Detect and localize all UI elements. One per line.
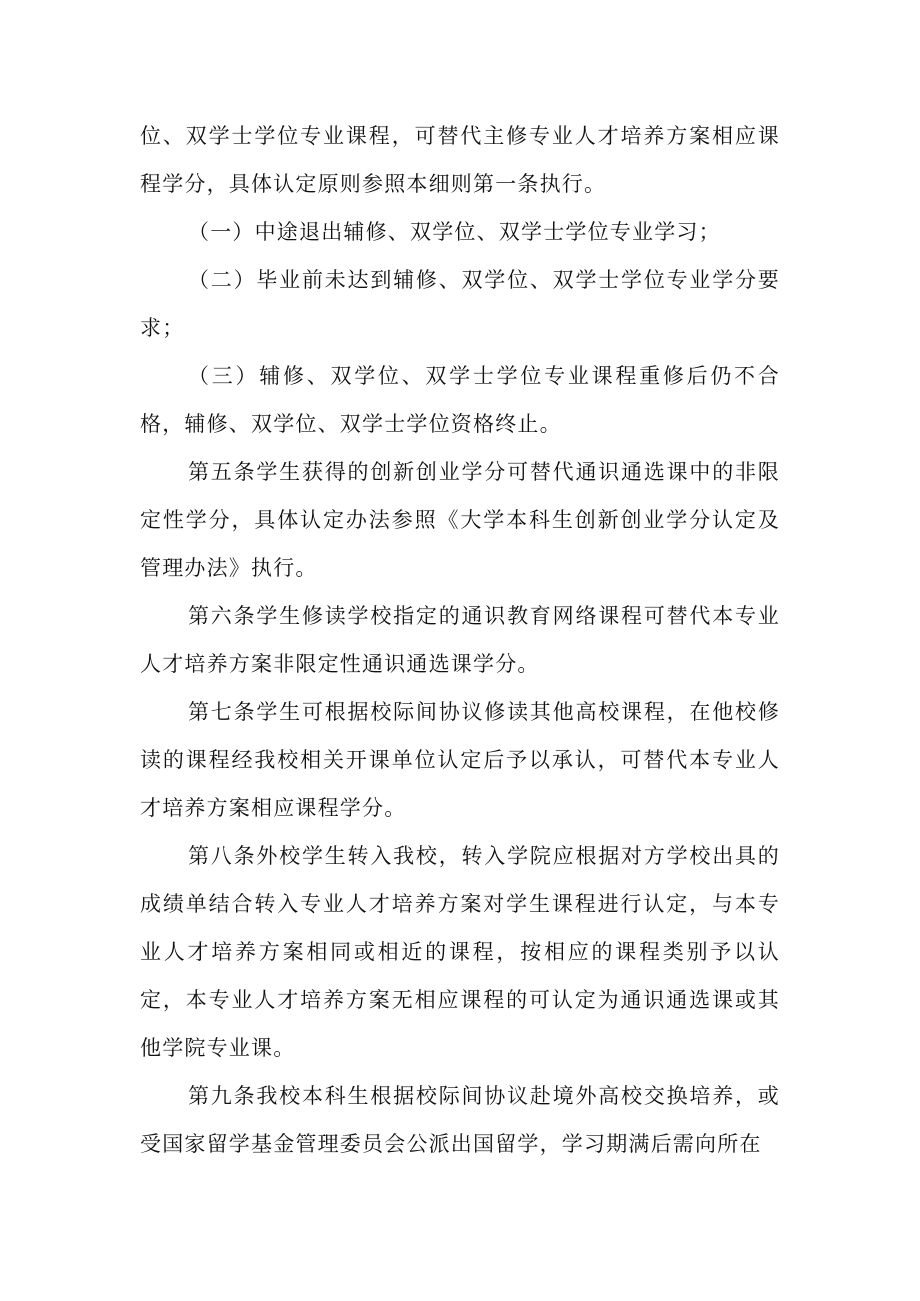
paragraph-article-5: 第五条学生获得的创新创业学分可替代通识通选课中的非限定性学分，具体认定办法参照《大学本科生创新创业学分认定及管理办法》执行。 — [140, 460, 780, 580]
paragraph-item-2: （二）毕业前未达到辅修、双学位、双学士学位专业学分要求； — [140, 268, 780, 340]
paragraph-item-1: （一）中途退出辅修、双学位、双学士学位专业学习； — [188, 220, 721, 244]
paragraph-article-6: 第六条学生修读学校指定的通识教育网络课程可替代本专业人才培养方案非限定性通识通选课学分。 — [140, 604, 780, 676]
paragraph-continuation: 位、双学士学位专业课程，可替代主修专业人才培养方案相应课程学分，具体认定原则参照本细则第一条执行。 — [140, 124, 780, 196]
paragraph-item-3: （三）辅修、双学位、双学士学位专业课程重修后仍不合格，辅修、双学位、双学士学位资格终止。 — [140, 364, 780, 436]
document-body — [140, 112, 780, 1168]
paragraph-article-7: 第七条学生可根据校际间协议修读其他高校课程，在他校修读的课程经我校相关开课单位认定后予以承认，可替代本专业人才培养方案相应课程学分。 — [140, 700, 780, 820]
paragraph-article-8: 第八条外校学生转入我校，转入学院应根据对方学校出具的成绩单结合转入专业人才培养方案对学生课程进行认定，与本专业人才培养方案相同或相近的课程，按相应的课程类别予以认定，本专业人才培养方案无相应课程的可认定为通识通选课或其他学院专业课。 — [140, 844, 780, 1060]
paragraph-article-9: 第九条我校本科生根据校际间协议赴境外高校交换培养，或受国家留学基金管理委员会公派出国留学，学习期满后需向所在 — [140, 1084, 780, 1156]
